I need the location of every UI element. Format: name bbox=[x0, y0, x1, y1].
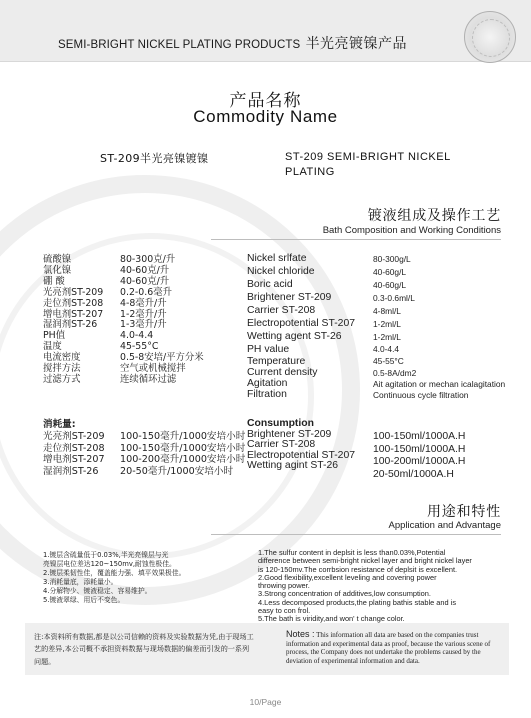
table-row bbox=[247, 367, 505, 378]
company-seal-logo bbox=[464, 11, 516, 63]
product-name-cn: ST-209半光亮镍镀镍 bbox=[100, 152, 209, 165]
param-name: Filtration bbox=[247, 389, 287, 400]
list-item: difference between semi-bright nickel layer and bright nickel layer bbox=[258, 556, 472, 566]
param-value: 100-150ml/1000A.H bbox=[373, 443, 466, 455]
param-value: 连续循环过滤 bbox=[120, 373, 177, 385]
param-value: 100-200毫升/1000安培小时 bbox=[120, 454, 246, 466]
product-name-en-line1: ST-209 SEMI-BRIGHT NICKEL bbox=[285, 151, 451, 163]
param-name: 增电剂ST-207 bbox=[43, 454, 105, 466]
table-row bbox=[43, 288, 204, 299]
list-item: 5.镀液翠绿、用后不变色。 bbox=[43, 596, 125, 605]
param-value: 40-60克/升 bbox=[120, 275, 170, 287]
param-name: 温度 bbox=[43, 341, 62, 353]
param-name: 过滤方式 bbox=[43, 373, 81, 385]
param-value: 100-200ml/1000A.H bbox=[373, 456, 466, 468]
usage-section-title-en: Application and Advantage bbox=[211, 520, 501, 535]
param-name: Current density bbox=[247, 367, 318, 378]
table-row bbox=[43, 443, 245, 455]
usage-section-title-cn: 用途和特性 bbox=[427, 504, 501, 520]
list-item: 5.The bath is viridity,and won' t change color. bbox=[258, 614, 405, 624]
header-title bbox=[58, 33, 407, 53]
param-name: 光亮剂ST-209 bbox=[43, 286, 104, 298]
param-value: 4.0-4.4 bbox=[120, 330, 154, 342]
table-row bbox=[43, 299, 204, 310]
page-title-en: Commodity Name bbox=[193, 107, 338, 126]
consumption-table-cn bbox=[43, 419, 245, 478]
param-value: 0.5-8安培/平方分米 bbox=[120, 352, 204, 364]
param-name: 湿润剂ST-26 bbox=[43, 466, 99, 478]
table-row bbox=[247, 343, 505, 355]
param-value: Continuous cycle filtration bbox=[373, 389, 469, 400]
advantages-list-en bbox=[258, 549, 513, 624]
note-label-en: Notes : bbox=[286, 629, 315, 639]
product-name-en-line2: PLATING bbox=[285, 166, 335, 178]
table-row bbox=[247, 252, 505, 265]
bath-table-cn bbox=[43, 255, 204, 386]
param-name: Wetting agint ST-26 bbox=[247, 460, 339, 472]
note-text-en: This information all data are based on the companies trust information and experimental data as proof, because the various scene of process, the Company does not undertake the problems caused by the deviation of experimental information and data. bbox=[286, 631, 491, 665]
param-name: Nickel chloride bbox=[247, 266, 315, 277]
param-name: Boric acid bbox=[247, 279, 293, 290]
param-name: 电流密度 bbox=[43, 352, 81, 364]
param-value: 0.2-0.6毫升 bbox=[120, 286, 172, 298]
param-value: 空气或机械搅拌 bbox=[120, 363, 186, 375]
table-row bbox=[43, 431, 245, 443]
consumption-table-en bbox=[247, 419, 355, 472]
param-value: 4-8ml/L bbox=[373, 305, 401, 316]
param-value: 40-60克/升 bbox=[120, 264, 170, 276]
param-name: 搅拌方法 bbox=[43, 363, 81, 375]
param-value: 45-55°C bbox=[373, 356, 404, 366]
consumption-values-en bbox=[373, 431, 465, 481]
param-name: 走位剂ST-208 bbox=[43, 442, 105, 454]
table-row bbox=[247, 304, 505, 317]
param-name: Temperature bbox=[247, 355, 306, 367]
bath-table-en bbox=[247, 252, 505, 400]
param-value: 80-300g/L bbox=[373, 253, 411, 264]
param-value: Ait agitation or mechan icalagitation bbox=[373, 378, 506, 389]
list-item: 4.Less decomposed products,the plating bathis stable and is bbox=[258, 597, 457, 607]
param-value: 80-300克/升 bbox=[120, 254, 176, 265]
param-value: 20-50毫升/1000安培小时 bbox=[120, 466, 234, 478]
consumption-heading-cn: 消耗量: bbox=[43, 419, 76, 430]
param-value: 4.0-4.4 bbox=[373, 344, 400, 354]
list-item: 1.镀层含硫量低于0.03%,半光亮镍层与光 bbox=[43, 551, 169, 559]
param-name: 增电剂ST-207 bbox=[43, 308, 104, 320]
param-value: 1-2ml/L bbox=[373, 318, 401, 329]
param-name: 氯化镍 bbox=[43, 264, 72, 276]
param-value: 100-150毫升/1000安培小时 bbox=[120, 430, 246, 442]
bath-section-title-en: Bath Composition and Working Conditions bbox=[211, 225, 501, 240]
param-value: 100-150毫升/1000安培小时 bbox=[120, 442, 246, 454]
param-value: 1-2毫升/升 bbox=[120, 308, 167, 320]
list-item: is 120-150mv.The corrbsion resistance of deplsit is excellent. bbox=[258, 564, 458, 574]
param-value: 1-3毫升/升 bbox=[120, 319, 167, 331]
note-cn: 注:本资料所有数据,都是以公司信赖的资料及实验数据为凭,由于现场工艺的差异,本公司概不承担资料数据与现场数据的偏差而引发的一系列问题。 bbox=[34, 632, 254, 666]
list-item: 亮镍层电位差达120~150mv,耐蚀性极佳。 bbox=[43, 560, 176, 569]
list-item: 4.分解物少、镀液稳定、容易维护。 bbox=[43, 587, 152, 596]
param-value: 0.5-8A/dm2 bbox=[373, 367, 417, 378]
param-name: PH值 bbox=[43, 330, 66, 342]
param-value: 20-50ml/1000A.H bbox=[373, 468, 454, 480]
list-item: 2.镀层柔韧性佳，覆盖能力强、填平效果极佳。 bbox=[43, 569, 186, 578]
list-item: 3.消耗量底，添耗量小。 bbox=[43, 578, 118, 587]
table-row bbox=[247, 278, 505, 291]
table-row bbox=[247, 355, 505, 367]
table-row bbox=[43, 454, 245, 466]
param-value: 100-150ml/1000A.H bbox=[373, 431, 466, 442]
table-row bbox=[43, 466, 245, 478]
list-item: throwing power. bbox=[258, 581, 310, 591]
param-value: 40-60g/L bbox=[373, 266, 407, 277]
table-row bbox=[247, 330, 505, 343]
bath-section-title-cn: 镀液组成及操作工艺 bbox=[367, 208, 501, 224]
param-name: PH value bbox=[247, 343, 290, 355]
page-number: 10/Page bbox=[249, 697, 282, 707]
param-name: Wetting agent ST-26 bbox=[247, 331, 342, 342]
param-value: 0.3-0.6ml/L bbox=[373, 292, 415, 303]
table-row bbox=[247, 378, 505, 389]
param-name: Nickel srlfate bbox=[247, 253, 307, 264]
advantages-list-cn bbox=[43, 551, 243, 606]
table-row bbox=[247, 317, 505, 330]
table-row bbox=[247, 265, 505, 278]
param-name: 光亮剂ST-209 bbox=[43, 430, 105, 442]
param-name: 湿润剂ST-26 bbox=[43, 319, 98, 331]
header-title-cn: 半光亮镀镍产品 bbox=[305, 35, 408, 51]
table-row bbox=[43, 375, 204, 386]
list-item: 2.Good flexibility,excellent leveling and covering power bbox=[258, 572, 437, 582]
param-name: 走位剂ST-208 bbox=[43, 297, 104, 309]
param-value: 4-8毫升/升 bbox=[120, 297, 167, 309]
list-item: 1.The sulfur content in deplsit is less than0.03%,Potential bbox=[258, 548, 446, 557]
param-name: Carrier ST-208 bbox=[247, 305, 316, 316]
list-item: easy to con frol. bbox=[258, 606, 311, 616]
note-en bbox=[286, 630, 508, 665]
param-name: 硼 酸 bbox=[43, 275, 65, 287]
param-value: 1-2ml/L bbox=[373, 331, 401, 342]
param-value: 40-60g/L bbox=[373, 279, 407, 290]
param-name: 硫酸镍 bbox=[43, 254, 72, 265]
consumption-heading-en: Consumption bbox=[247, 418, 314, 429]
param-name: Electropotential ST-207 bbox=[247, 449, 356, 461]
page-title-cn: 产品名称 bbox=[229, 91, 302, 111]
param-name: Electropotential ST-207 bbox=[247, 318, 356, 329]
table-row bbox=[247, 291, 505, 304]
param-name: Brightener ST-209 bbox=[247, 428, 332, 440]
header-title-en: SEMI-BRIGHT NICKEL PLATING PRODUCTS bbox=[58, 39, 301, 51]
param-value: 45-55°C bbox=[120, 341, 159, 353]
param-name: Agitation bbox=[247, 378, 288, 389]
page-header bbox=[0, 0, 531, 62]
param-name: Carrier ST-208 bbox=[247, 439, 316, 451]
table-row bbox=[247, 389, 505, 400]
param-name: Brightener ST-209 bbox=[247, 292, 332, 303]
product-name-en bbox=[285, 150, 505, 180]
list-item: 3.Strong concentration of additives,low consumption. bbox=[258, 589, 431, 599]
